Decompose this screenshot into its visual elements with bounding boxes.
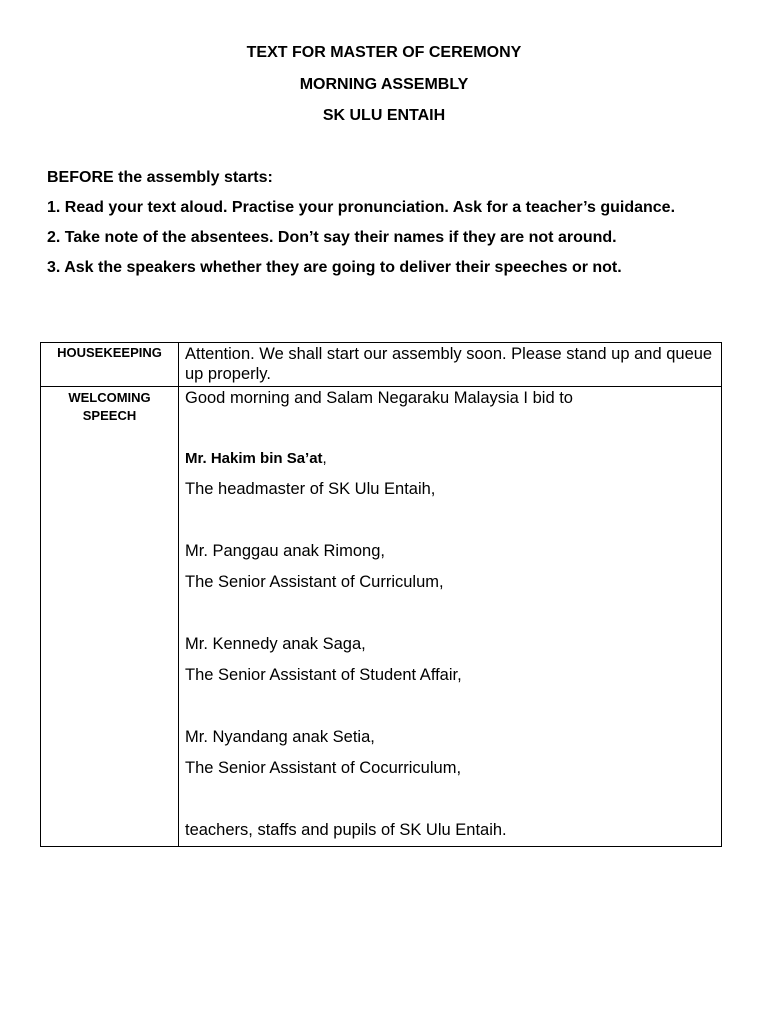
guest-name-1: Mr. Hakim bin Sa’at, xyxy=(185,450,327,467)
guest-role-1: The headmaster of SK Ulu Entaih, xyxy=(185,480,436,498)
welcoming-intro: Good morning and Salam Negaraku Malaysia I bid to xyxy=(185,389,573,407)
guest-name-4: Mr. Nyandang anak Setia, xyxy=(185,728,375,746)
guest-name-2: Mr. Panggau anak Rimong, xyxy=(185,542,385,560)
housekeeping-label-cell xyxy=(41,343,179,387)
guest-role-3: The Senior Assistant of Student Affair, xyxy=(185,666,462,684)
welcoming-content-cell xyxy=(179,387,722,847)
guest-role-2: The Senior Assistant of Curriculum, xyxy=(185,573,444,591)
guest-role-4: The Senior Assistant of Cocurriculum, xyxy=(185,759,462,777)
welcoming-label-line2: SPEECH xyxy=(82,408,137,423)
table-row-housekeeping xyxy=(41,343,722,387)
document-title: TEXT FOR MASTER OF CEREMONY xyxy=(246,44,522,61)
housekeeping-label: HOUSEKEEPING xyxy=(57,345,162,360)
welcoming-speech-text xyxy=(179,387,721,846)
instruction-item-1: 1. Read your text aloud. Practise your pronunciation. Ask for a teacher’s guidance. xyxy=(47,199,676,216)
table-row-welcoming-speech xyxy=(41,387,722,847)
welcoming-label-line1: WELCOMING xyxy=(68,390,151,405)
welcoming-closing: teachers, staffs and pupils of SK Ulu Entaih. xyxy=(185,821,507,839)
instructions-section xyxy=(47,168,727,288)
instruction-item-3: 3. Ask the speakers whether they are going to deliver their speeches or not. xyxy=(47,259,622,276)
instruction-item-2: 2. Take note of the absentees. Don’t say their names if they are not around. xyxy=(47,229,617,246)
housekeeping-text: Attention. We shall start our assembly soon. Please stand up and queue up properly. xyxy=(185,345,713,383)
housekeeping-content-cell xyxy=(179,343,722,387)
mc-script-table xyxy=(40,342,722,847)
school-name: SK ULU ENTAIH xyxy=(322,107,446,124)
guest-name-3: Mr. Kennedy anak Saga, xyxy=(185,635,366,653)
welcoming-label-cell xyxy=(41,387,179,847)
document-subtitle: MORNING ASSEMBLY xyxy=(299,76,469,93)
instructions-heading: BEFORE the assembly starts: xyxy=(47,169,273,186)
